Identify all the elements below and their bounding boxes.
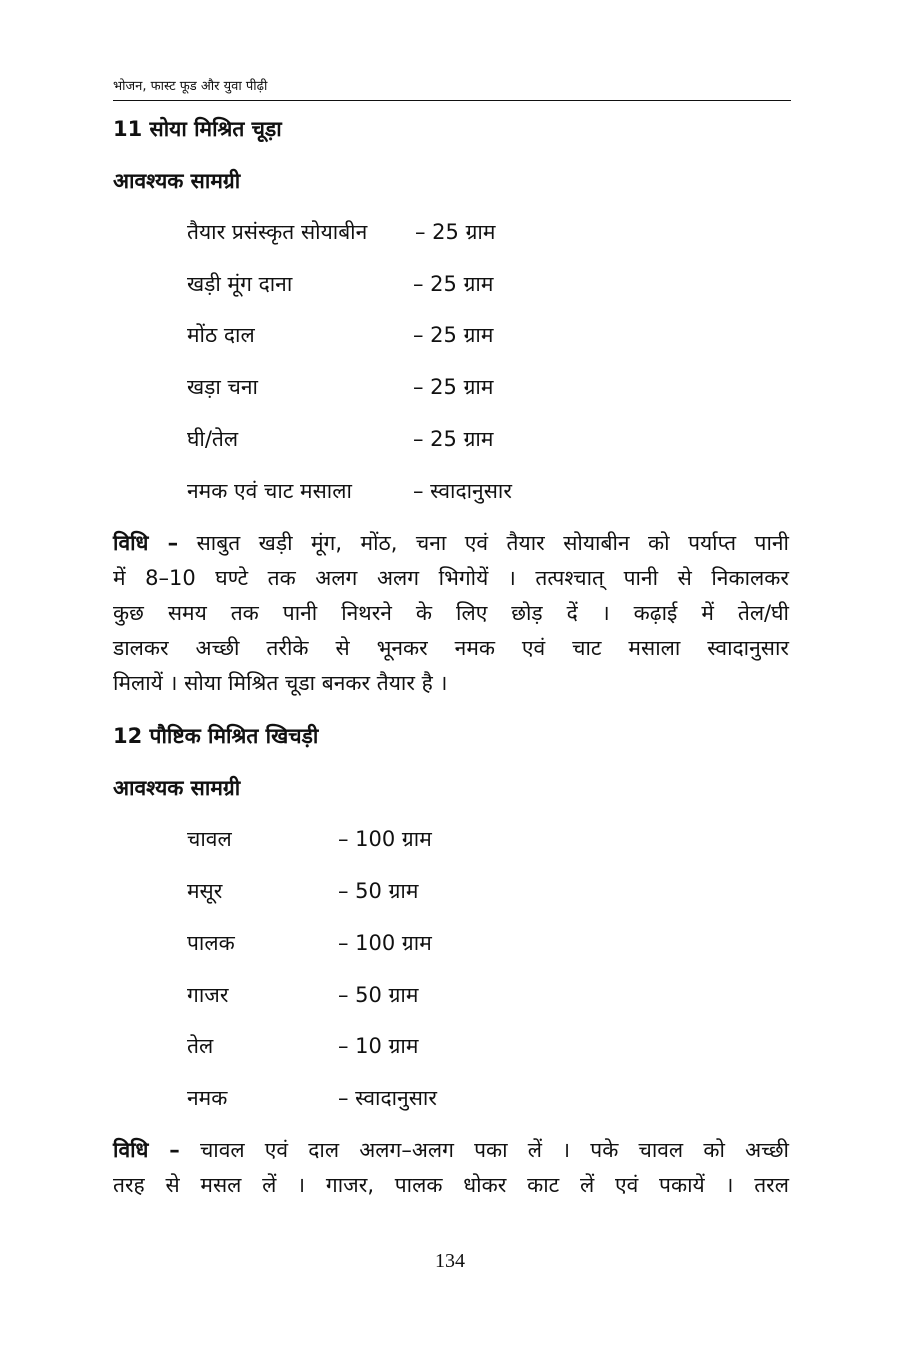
recipe-11-title: 11 सोया मिश्रित चूड़ा — [113, 117, 282, 141]
method-label: विधि – — [113, 531, 179, 555]
method-text: साबुत खड़ी मूंग, मोंठ, चना एवं तैयार सोयाबीन को पर्याप्त पानी — [196, 531, 789, 555]
method-text: चावल एवं दाल अलग–अलग पका लें । पके चावल को अच्छी — [199, 1138, 789, 1162]
ingredient-quantity: – 25 ग्राम — [415, 220, 496, 244]
ingredient-name: तेल — [187, 1034, 214, 1058]
ingredient-name: पालक — [187, 931, 235, 955]
ingredient-quantity: – 50 ग्राम — [338, 879, 419, 903]
running-header: भोजन, फास्ट फूड और युवा पीढ़ी — [113, 79, 268, 94]
recipe-12-method — [113, 1133, 789, 1203]
ingredient-quantity: – 100 ग्राम — [338, 827, 432, 851]
method-label: विधि – — [113, 1138, 180, 1162]
ingredient-quantity: – स्वादानुसार — [413, 479, 512, 503]
page-number: 134 — [435, 1250, 465, 1272]
method-line — [113, 526, 789, 561]
recipe-11-method — [113, 526, 789, 701]
ingredient-quantity: – 25 ग्राम — [413, 323, 494, 347]
method-line: डालकर अच्छी तरीके से भूनकर नमक एवं चाट मसाला स्वादानुसार — [113, 636, 789, 660]
ingredient-quantity: – 100 ग्राम — [338, 931, 432, 955]
recipe-12-ingredients-heading: आवश्यक सामग्री — [113, 776, 241, 800]
ingredient-name: खड़ा चना — [187, 375, 258, 399]
method-line: में 8–10 घण्टे तक अलग अलग भिगोयें । तत्पश्चात् पानी से निकालकर — [113, 566, 789, 590]
recipe-11-ingredients-heading: आवश्यक सामग्री — [113, 169, 241, 193]
ingredient-quantity: – 25 ग्राम — [413, 375, 494, 399]
ingredient-name: खड़ी मूंग दाना — [187, 272, 293, 296]
ingredient-name: नमक — [187, 1086, 228, 1110]
method-line: तरह से मसल लें । गाजर, पालक धोकर काट लें एवं पकायें । तरल — [113, 1173, 789, 1197]
ingredient-name: तैयार प्रसंस्कृत सोयाबीन — [187, 220, 368, 244]
method-line: कुछ समय तक पानी निथरने के लिए छोड़ दें । कढ़ाई में तेल/घी — [113, 601, 789, 625]
ingredient-quantity: – स्वादानुसार — [338, 1086, 437, 1110]
ingredient-name: नमक एवं चाट मसाला — [187, 479, 352, 503]
ingredient-name: चावल — [187, 827, 232, 851]
method-line: मिलायें । सोया मिश्रित चूडा बनकर तैयार है । — [113, 671, 448, 695]
method-line — [113, 1133, 789, 1168]
ingredient-quantity: – 25 ग्राम — [413, 272, 494, 296]
ingredient-name: घी/तेल — [187, 427, 239, 451]
ingredient-name: मसूर — [187, 879, 223, 903]
ingredient-name: मोंठ दाल — [187, 323, 255, 347]
ingredient-quantity: – 50 ग्राम — [338, 983, 419, 1007]
header-rule — [113, 100, 791, 101]
ingredient-quantity: – 25 ग्राम — [413, 427, 494, 451]
ingredient-name: गाजर — [187, 983, 229, 1007]
ingredient-quantity: – 10 ग्राम — [338, 1034, 419, 1058]
recipe-12-title: 12 पौष्टिक मिश्रित खिचड़ी — [113, 724, 319, 748]
